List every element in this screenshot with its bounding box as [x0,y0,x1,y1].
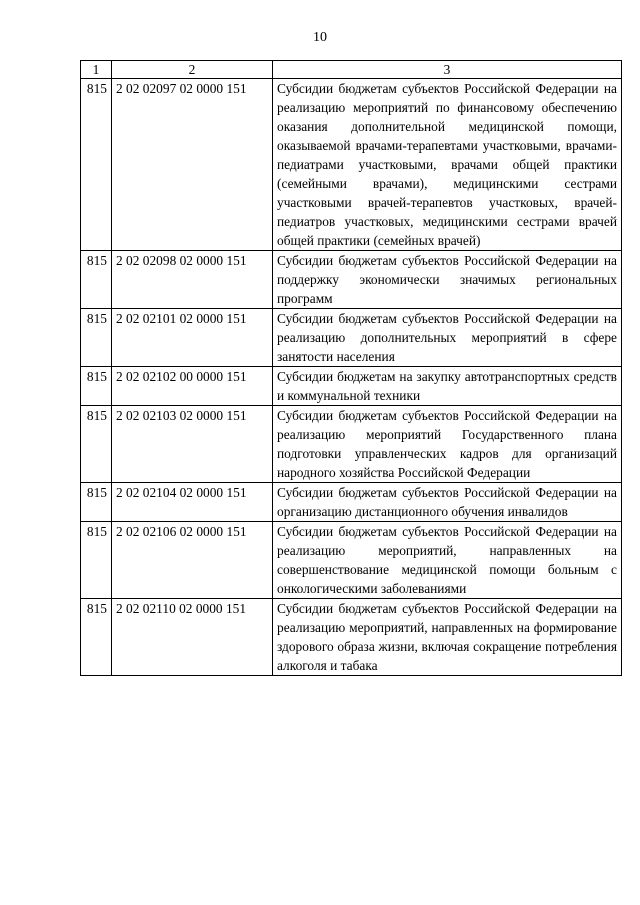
description-cell: Субсидии бюджетам субъектов Российской Федерации на реализацию мероприятий Государственного плана подготовки управленческих кадров для организаций народного хозяйства Российской Федерации [273,406,622,483]
description-cell: Субсидии бюджетам субъектов Российской Федерации на реализацию дополнительных мероприятий в сфере занятости населения [273,309,622,367]
admin-code-cell: 815 [81,79,112,251]
income-code-cell: 2 02 02098 02 0000 151 [112,251,273,309]
table-row [81,483,622,522]
table-row [81,79,622,251]
description-cell: Субсидии бюджетам субъектов Российской Федерации на поддержку экономически значимых региональных программ [273,251,622,309]
description-cell: Субсидии бюджетам субъектов Российской Федерации на реализацию мероприятий по финансовому обеспечению оказания дополнительной медицинской помощи, оказываемой врачами-терапевтами участковыми, врачами-педиатрами участковыми, врачами общей практики (семейными врачами), медицинскими сестрами участковыми врачей-терапевтов участковых, врачей-педиатров участковых, медицинскими сестрами врачей общей практики (семейных врачей) [273,79,622,251]
table-header-row [81,61,622,79]
budget-codes-table [80,60,622,676]
table-row [81,522,622,599]
description-cell: Субсидии бюджетам субъектов Российской Федерации на реализацию мероприятий, направленных на формирование здорового образа жизни, включая сокращение потребления алкоголя и табака [273,599,622,676]
table-row [81,251,622,309]
column-header-3: 3 [273,61,622,79]
table-row [81,309,622,367]
description-cell: Субсидии бюджетам на закупку автотранспортных средств и коммунальной техники [273,367,622,406]
income-code-cell: 2 02 02097 02 0000 151 [112,79,273,251]
description-cell: Субсидии бюджетам субъектов Российской Федерации на реализацию мероприятий, направленных на совершенствование медицинской помощи больным с онкологическими заболеваниями [273,522,622,599]
admin-code-cell: 815 [81,599,112,676]
income-code-cell: 2 02 02110 02 0000 151 [112,599,273,676]
admin-code-cell: 815 [81,522,112,599]
income-code-cell: 2 02 02104 02 0000 151 [112,483,273,522]
admin-code-cell: 815 [81,309,112,367]
income-code-cell: 2 02 02101 02 0000 151 [112,309,273,367]
income-code-cell: 2 02 02106 02 0000 151 [112,522,273,599]
admin-code-cell: 815 [81,251,112,309]
table-row [81,406,622,483]
admin-code-cell: 815 [81,483,112,522]
description-cell: Субсидии бюджетам субъектов Российской Федерации на организацию дистанционного обучения инвалидов [273,483,622,522]
admin-code-cell: 815 [81,367,112,406]
admin-code-cell: 815 [81,406,112,483]
table-row [81,599,622,676]
income-code-cell: 2 02 02102 00 0000 151 [112,367,273,406]
column-header-2: 2 [112,61,273,79]
column-header-1: 1 [81,61,112,79]
income-code-cell: 2 02 02103 02 0000 151 [112,406,273,483]
table-row [81,367,622,406]
page-number: 10 [313,30,327,45]
